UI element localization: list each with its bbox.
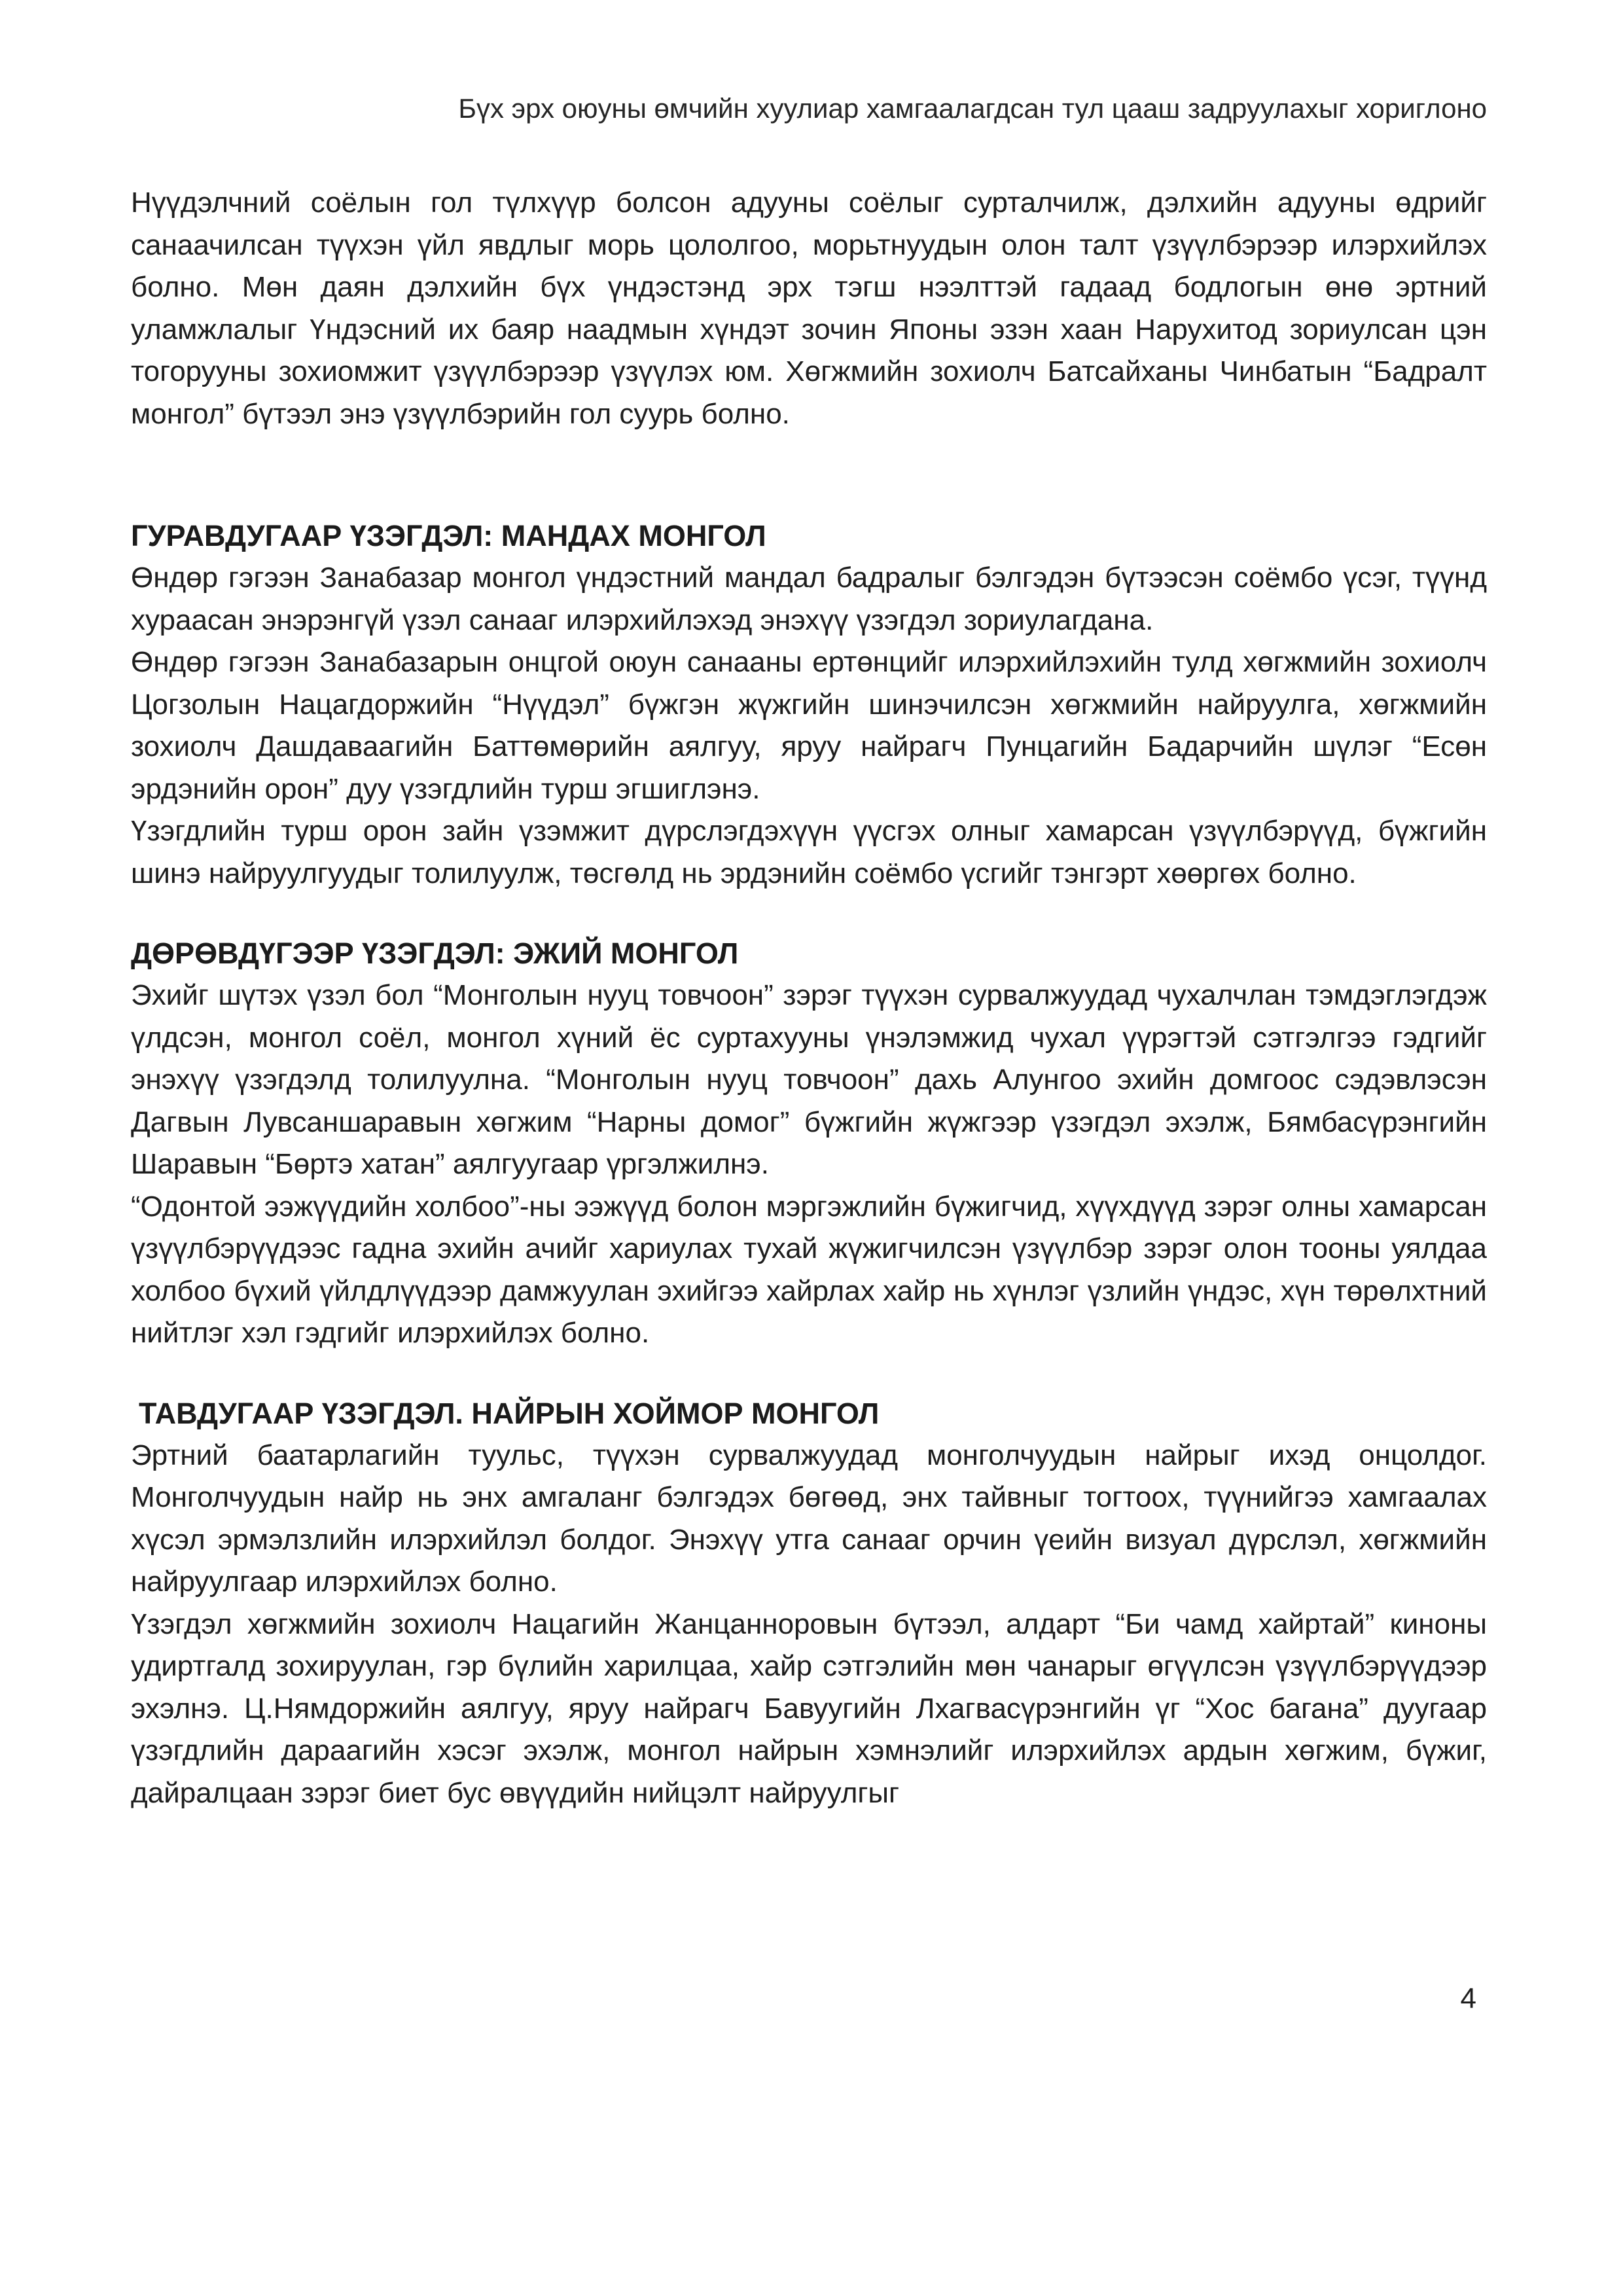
section-fourth-scene <box>131 933 1487 1355</box>
intro-paragraph: Нүүдэлчний соёлын гол түлхүүр болсон адууны соёлыг сурталчилж, дэлхийн адууны өдрийг санаачилсан түүхэн үйл явдлыг морь цололгоо, морьтнуудын олон талт үзүүлбэрээр илэрхийлэх болно. Мөн даян дэлхийн бүх үндэстэнд эрх тэгш нээлттэй гадаад бодлогын өнө эртний уламжлалыг Үндэсний их баяр наадмын хүндэт зочин Японы эзэн хаан Нарухитод зориулсан цэн тогорууны зохиомжит үзүүлбэрээр үзүүлэх юм. Хөгжмийн зохиолч Батсайханы Чинбатын “Бадралт монгол” бүтээл энэ үзүүлбэрийн гол суурь болно. <box>131 187 1487 430</box>
copyright-notice: Бүх эрх оюуны өмчийн хуулиар хамгаалагдсан тул цааш задруулахыг хориглоно <box>458 93 1487 124</box>
page-number: 4 <box>1460 1982 1476 2015</box>
section-fifth-scene <box>131 1393 1487 1815</box>
section-third-scene <box>131 515 1487 895</box>
section-paragraph: “Одонтой ээжүүдийн холбоо”-ны ээжүүд болон мэргэжлийн бүжигчид, хүүхдүүд зэрэг олны хамарсан үзүүлбэрүүдээс гадна эхийн ачийг хариулах тухай жүжигчилсэн үзүүлбэр зэрэг олон тооны уялдаа холбоо бүхий үйлдлүүдээр дамжуулан эхийгээ хайрлах хайр нь хүнлэг үзлийн үндэс, хүн төрөлхтний нийтлэг хэл гэдгийг илэрхийлэх болно. <box>131 1190 1487 1349</box>
section-title: ГУРАВДУГААР ҮЗЭГДЭЛ: МАНДАХ МОНГОЛ <box>131 519 766 552</box>
section-paragraph: Өндөр гэгээн Занабазарын онцгой оюун санааны ертөнцийг илэрхийлэхийн тулд хөгжмийн зохиолч Цогзолын Нацагдоржийн “Нүүдэл” бүжгэн жүжгийн шинэчилсэн хөгжмийн найруулга, хөгжмийн зохиолч Дашдаваагийн Баттөмөрийн аялгуу, яруу найрагч Пунцагийн Бадарчийн шүлэг “Есөн эрдэнийн орон” дуу үзэгдлийн турш эгшиглэнэ. <box>131 646 1487 805</box>
section-paragraph: Эхийг шүтэх үзэл бол “Монголын нууц товчоон” зэрэг түүхэн сурвалжуудад чухалчлан тэмдэглэгдэж үлдсэн, монгол соёл, монгол хүний ёс суртахууны үнэлэмжид чухал үүрэгтэй сэтгэлгээ гэдгийг энэхүү үзэгдэлд толилуулна. “Монголын нууц товчоон” дахь Алунгоо эхийн домгоос сэдэвлэсэн Дагвын Лувсаншаравын хөгжим “Нарны домог” бүжгийн жүжгээр үзэгдэл эхэлж, Бямбасүрэнгийн Шаравын “Бөртэ хатан” аялгуугаар үргэлжилнэ. <box>131 979 1487 1180</box>
section-paragraph: Эртний баатарлагийн туульс, түүхэн сурвалжуудад монголчуудын найрыг ихэд онцолдог. Монголчуудын найр нь энх амгаланг бэлгэдэх бөгөөд, энх тайвныг тогтоох, түүнийгээ хамгаалах хүсэл эрмэлзлийн илэрхийлэл болдог. Энэхүү утга санааг орчин үеийн визуал дүрслэл, хөгжмийн найруулгаар илэрхийлэх болно. <box>131 1439 1487 1598</box>
section-paragraph: Өндөр гэгээн Занабазар монгол үндэстний мандал бадралыг бэлгэдэн бүтээсэн соёмбо үсэг, түүнд хураасан энэрэнгүй үзэл санааг илэрхийлэхэд энэхүү үзэгдэл зориулагдана. <box>131 562 1487 636</box>
section-title: ТАВДУГААР ҮЗЭГДЭЛ. НАЙРЫН ХОЙМОР МОНГОЛ <box>139 1396 880 1430</box>
section-title: ДӨРӨВДҮГЭЭР ҮЗЭГДЭЛ: ЭЖИЙ МОНГОЛ <box>131 937 739 970</box>
section-paragraph: Үзэгдэл хөгжмийн зохиолч Нацагийн Жанцанноровын бүтээл, алдарт “Би чамд хайртай” киноны удиртгалд зохируулан, гэр бүлийн харилцаа, хайр сэтгэлийн мөн чанарыг өгүүлсэн үзүүлбэрүүдээр эхэлнэ. Ц.Нямдоржийн аялгуу, яруу найрагч Бавуугийн Лхагвасүрэнгийн үг “Хос багана” дуугаар үзэгдлийн дараагийн хэсэг эхэлж, монгол найрын хэмнэлийг илэрхийлэх ардын хөгжим, бүжиг, дайралцаан зэрэг биет бус өвүүдийн нийцэлт найруулгыг <box>131 1607 1487 1809</box>
section-paragraph: Үзэгдлийн турш орон зайн үзэмжит дүрслэгдэхүүн үүсгэх олныг хамарсан үзүүлбэрүүд, бүжгийн шинэ найруулгуудыг толилуулж, төсгөлд нь эрдэнийн соёмбо үсгийг тэнгэрт хөөргөх болно. <box>131 815 1487 889</box>
page-content <box>131 182 1487 1814</box>
